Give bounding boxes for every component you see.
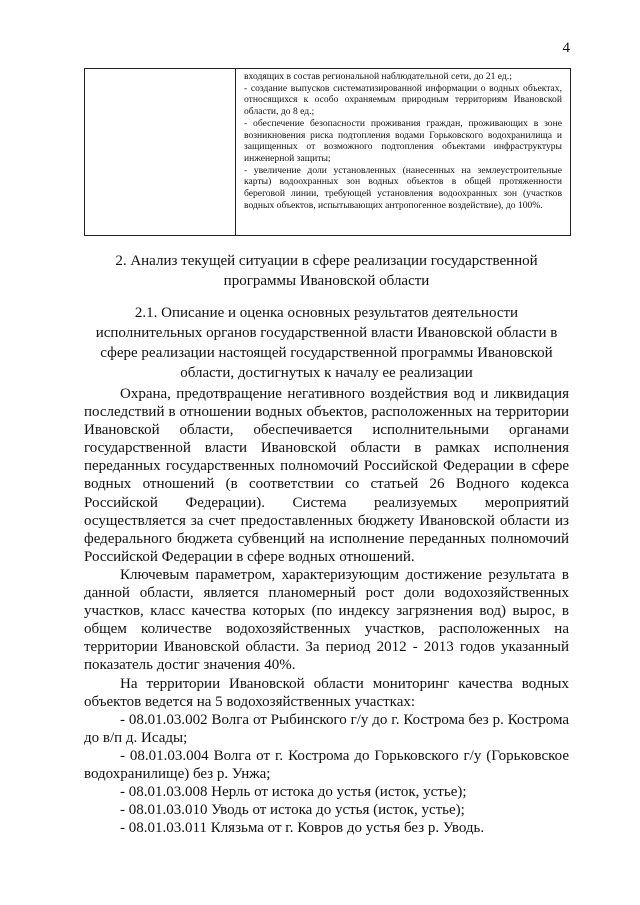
- table-line: - обеспечение безопасности проживания граждан, проживающих в зоне возникновения риска подтопления водами Горьковского водохранилища и защищенных от возможного подтопления объектами инфраструктуры инженерной защиты;: [244, 117, 562, 164]
- paragraph: Ключевым параметром, характеризующим достижение результата в данной области, является планомерный рост доли водохозяйственных участков, класс качества которых (по индексу загрязнения вод) вырос, в общем количестве водохозяйственных участков, расположенных на территории Ивановской области. За период 2012 - 2013 годов указанный показатель достиг значения 40%.: [84, 566, 569, 674]
- table-right-cell: [236, 69, 570, 235]
- body-text: [84, 385, 569, 837]
- list-item: - 08.01.03.008 Нерль от истока до устья (исток, устье);: [120, 784, 467, 801]
- list-item: - 08.01.03.002 Волга от Рыбинского г/у до г. Кострома без р. Кострома до в/п д. Исады;: [84, 711, 569, 746]
- paragraph: Охрана, предотвращение негативного воздействия вод и ликвидация последствий в отношении водных объектов, расположенных на территории Ивановской области, обеспечивается исполнительными органами государственной власти Ивановской области в рамках исполнения переданных государственных полномочий Российской Федерации в сфере водных отношений (в соответствии со статьей 26 Водного кодекса Российской Федерации). Система реализуемых мероприятий осуществляется за счет предоставленных бюджету Ивановской области из федерального бюджета субвенций на исполнение переданных полномочий Российской Федерации в сфере водных отношений.: [84, 386, 569, 565]
- section-title: 2. Анализ текущей ситуации в сфере реализации государственной программы Ивановской области: [115, 253, 538, 289]
- page-number: 4: [562, 40, 570, 56]
- continuation-table: [84, 68, 571, 236]
- table-line: - увеличение доли установленных (нанесенных на землеустроительные карты) водоохранных зон водных объектов в общей протяженности береговой линии, требующей установления водоохранных зон (участков водных объектов, испытывающих антропогенное воздействие), до 100%.: [244, 164, 562, 211]
- table-line: входящих в состав региональной наблюдательной сети, до 21 ед.;: [244, 71, 512, 82]
- paragraph: На территории Ивановской области мониторинг качества водных объектов ведется на 5 водохозяйственных участках:: [84, 675, 569, 710]
- table-line: - создание выпусков систематизированной информации о водных объектах, относящихся к особо охраняемым природным территориям Ивановской области, до 8 ед.;: [244, 82, 562, 118]
- list-item: - 08.01.03.004 Волга от г. Кострома до Горьковского г/у (Горьковское водохранилище) без р. Унжа;: [84, 747, 569, 782]
- table-left-cell: [85, 69, 236, 235]
- list-item: - 08.01.03.011 Клязьма от г. Ковров до устья без р. Уводь.: [120, 820, 485, 837]
- subsection-title: 2.1. Описание и оценка основных результатов деятельности исполнительных органов государственной власти Ивановской области в сфере реализации настоящей государственной программы Ивановской области, достигнутых к началу ее реализации: [95, 305, 558, 381]
- list-item: - 08.01.03.010 Уводь от истока до устья (исток, устье);: [120, 802, 465, 819]
